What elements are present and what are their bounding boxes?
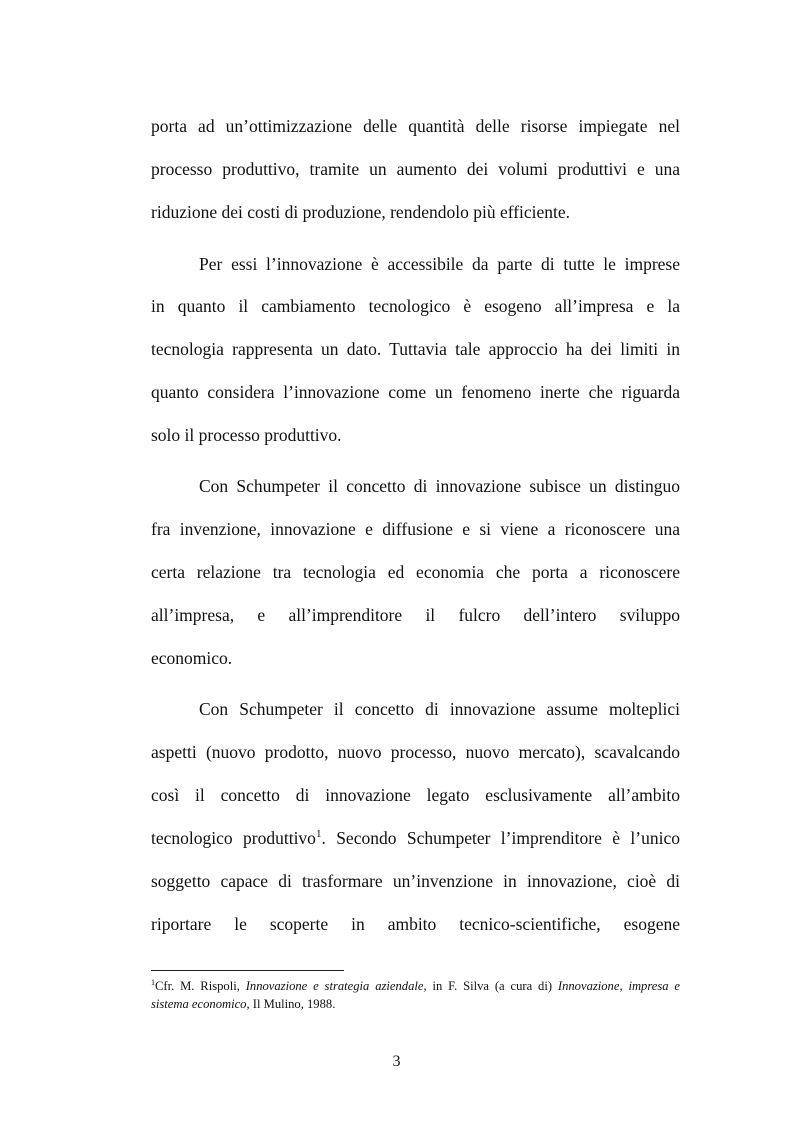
footnote-title: Innovazione, impresa e [557,979,681,993]
footnote-title: Innovazione e strategia aziendale [245,979,424,993]
body-line: processo produttivo, tramite un aumento dei volumi produttivi e una [151,159,680,179]
footnote-line [151,996,680,1012]
body-line: fra invenzione, innovazione e diffusione e si viene a riconoscere una [151,519,680,539]
body-line-segment: . Secondo Schumpeter l’imprenditore è l’unico [321,828,680,848]
body-line: tecnologia rappresenta un dato. Tuttavia tale approccio ha dei limiti in [151,339,680,359]
body-line: riduzione dei costi di produzione, rendendolo più efficiente. [151,202,571,222]
footnote-title: sistema economico [151,997,247,1011]
body-line: solo il processo produttivo. [151,425,342,445]
body-line: Per essi l’innovazione è accessibile da parte di tutte le imprese [199,254,680,274]
footnote-reference[interactable]: 1 [315,828,322,840]
body-line-segment: tecnologico produttivo [151,828,316,848]
body-line: così il concetto di innovazione legato esclusivamente all’ambito [151,785,680,805]
footnote-text: , Il Mulino, 1988. [246,997,336,1011]
footnote-separator [151,970,344,971]
body-line: certa relazione tra tecnologia ed economia che porta a riconoscere [151,562,680,582]
footnote-text: Cfr. M. Rispoli, [155,979,246,993]
body-line: Con Schumpeter il concetto di innovazione assume molteplici [199,699,680,719]
body-line: in quanto il cambiamento tecnologico è esogeno all’impresa e la [151,296,680,316]
body-line: riportare le scoperte in ambito tecnico-scientifiche, esogene [151,914,680,934]
body-line [151,827,680,849]
body-line: porta ad un’ottimizzazione delle quantità delle risorse impiegate nel [151,116,680,136]
body-line: soggetto capace di trasformare un’invenzione in innovazione, cioè di [151,871,680,891]
body-line: quanto considera l’innovazione come un fenomeno inerte che riguarda [151,382,680,402]
body-line: economico. [151,648,233,668]
page-number: 3 [392,1053,401,1070]
footnote-number: 1 [151,978,155,987]
body-line: all’impresa, e all’imprenditore il fulcro dell’intero sviluppo [151,605,680,625]
footnote-text: , in F. Silva (a cura di) [423,979,558,993]
footnote-line [151,978,680,994]
body-line: aspetti (nuovo prodotto, nuovo processo, nuovo mercato), scavalcando [151,742,680,762]
body-line: Con Schumpeter il concetto di innovazione subisce un distinguo [199,476,680,496]
